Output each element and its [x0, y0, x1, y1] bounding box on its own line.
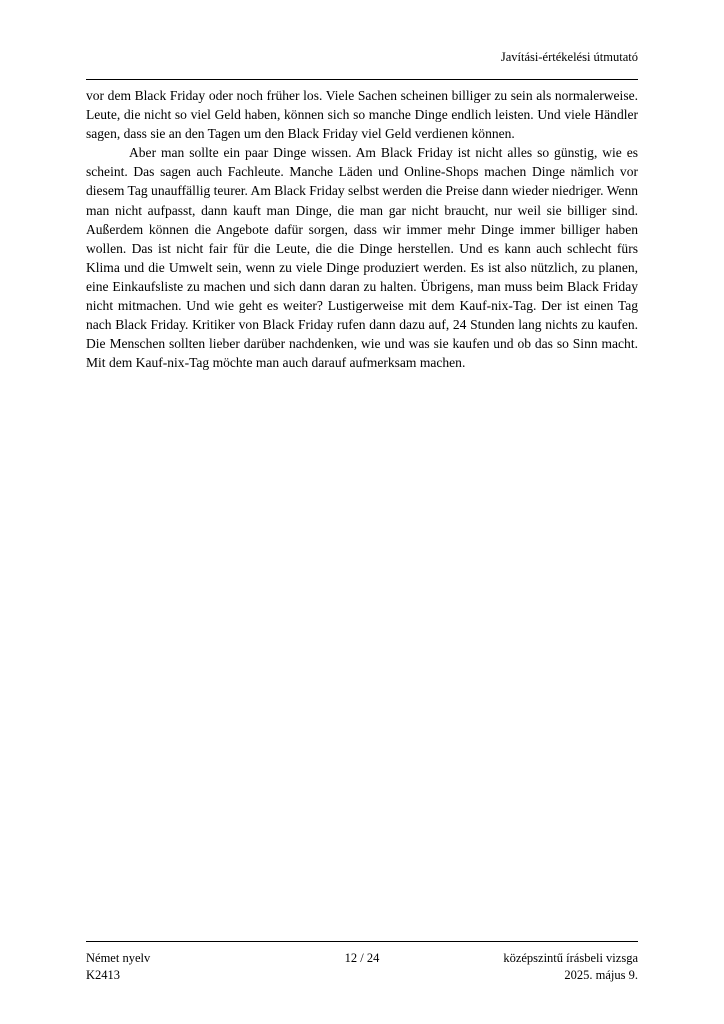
- document-body: [86, 86, 638, 372]
- footer-subject: Német nyelv: [86, 951, 151, 965]
- footer-rule: [86, 941, 638, 942]
- header-rule: [86, 79, 638, 80]
- footer-code: K2413: [86, 967, 121, 982]
- footer-exam-level: középszintű írásbeli vizsga: [503, 951, 638, 965]
- footer-right: [503, 950, 638, 983]
- paragraph-main: Aber man sollte ein paar Dinge wissen. Am Black Friday ist nicht alles so günstig, wie es scheint. Das sagen auch Fachleute. Manche Läden und Online-Shops machen Dinge nämlich vor diesem Tag unauffällig teurer. Am Black Friday selbst werden die Preise dann wieder niedriger. Wenn man nicht aufpasst, dann kauft man Dinge, die man gar nicht braucht, nur weil sie billiger sind. Außerdem können die Angebote dafür sorgen, dass wir immer mehr Dinge immer billiger haben wollen. Das ist nicht fair für die Leute, die die Dinge herstellen. Und es kann auch schlecht fürs Klima und die Umwelt sein, wenn zu viele Dinge produziert werden. Es ist also nützlich, zu planen, eine Einkaufsliste zu machen und sich dann daran zu halten. Übrigens, man muss beim Black Friday nicht mitmachen. Und wie geht es weiter? Lustigerweise mit dem Kauf-nix-Tag. Der ist einen Tag nach Black Friday. Kritiker von Black Friday rufen dann dazu auf, 24 Stunden lang nichts zu kaufen. Die Menschen sollten lieber darüber nachdenken, wie und was sie kaufen und ob das so Sinn macht. Mit dem Kauf-nix-Tag möchte man auch darauf aufmerksam machen.: [86, 145, 638, 371]
- paragraph-continuation: vor dem Black Friday oder noch früher los. Viele Sachen scheinen billiger zu sein als normalerweise. Leute, die nicht so viel Geld haben, können sich so manche Dinge endlich leisten. Und viele Händler sagen, dass sie an den Tagen um den Black Friday viel Geld verdienen können.: [86, 88, 638, 142]
- footer-date: 2025. május 9.: [564, 967, 638, 982]
- footer-page-number: 12 / 24: [344, 951, 380, 965]
- page-header-title: Javítási-értékelési útmutató: [500, 50, 638, 64]
- footer-left: [86, 950, 150, 983]
